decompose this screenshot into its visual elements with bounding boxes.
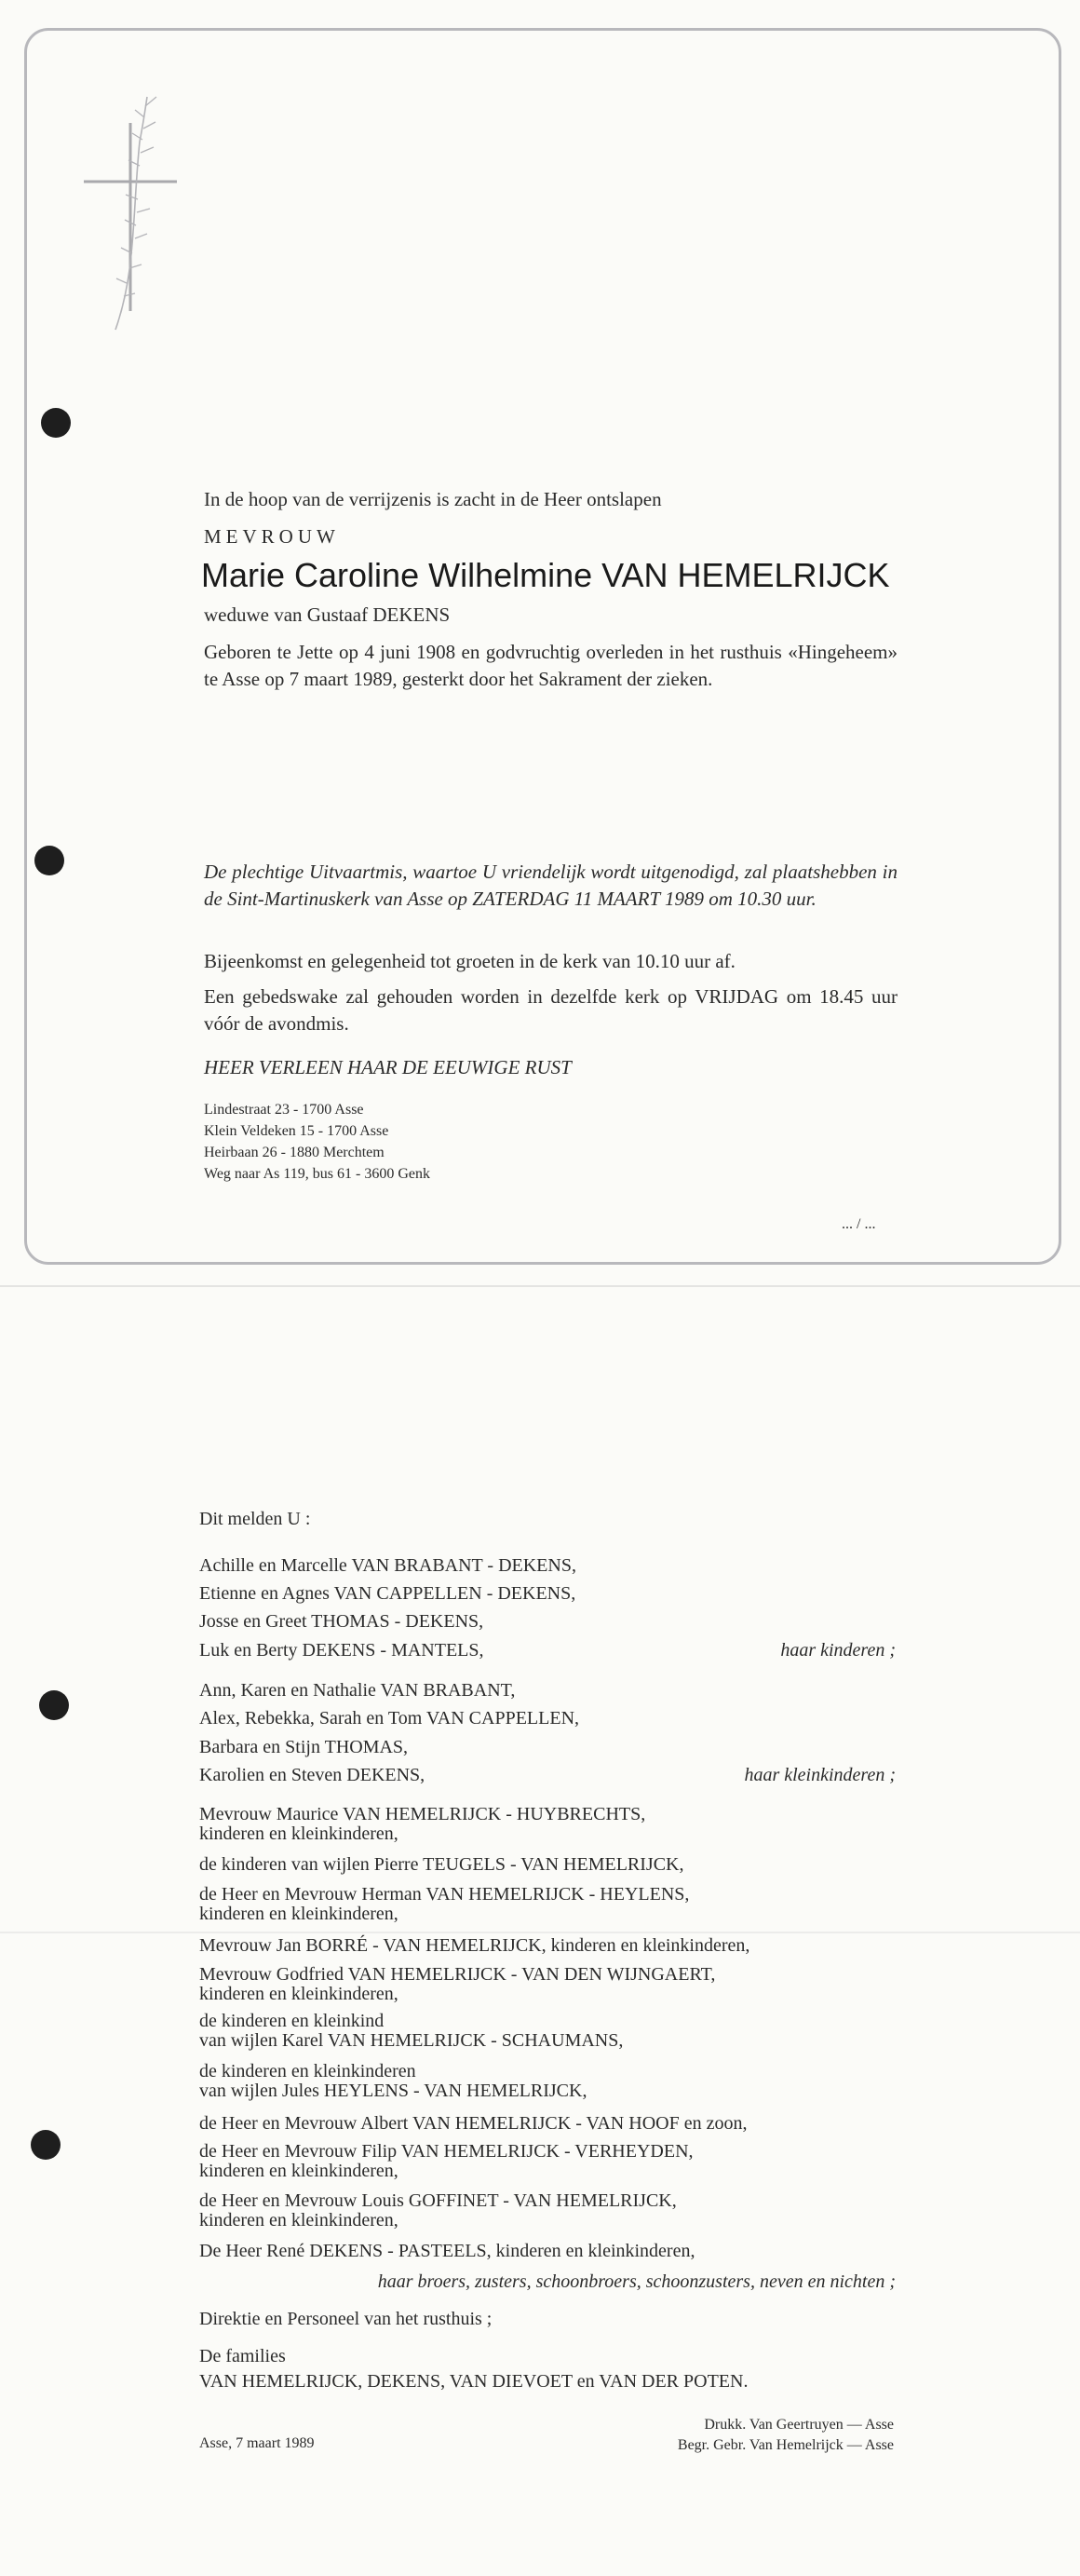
printer-credit: Drukk. Van Geertruyen — Asse [704, 2417, 894, 2433]
sibling-line: kinderen en kleinkinderen, [199, 2161, 398, 2181]
address-line: Klein Veldeken 15 - 1700 Asse [204, 1123, 389, 1139]
continued-marker: ... / ... [842, 1216, 876, 1232]
sibling-line: kinderen en kleinkinderen, [199, 1904, 398, 1924]
sibling-line: Mevrouw Godfried VAN HEMELRIJCK - VAN DEN WIJNGAERT, [199, 1964, 716, 1985]
punch-hole [39, 1690, 69, 1720]
families-intro: De families [199, 2346, 286, 2366]
address-line: Lindestraat 23 - 1700 Asse [204, 1102, 364, 1118]
prayer-line: HEER VERLEEN HAAR DE EEUWIGE RUST [204, 1056, 572, 1078]
sibling-line: kinderen en kleinkinderen, [199, 2210, 398, 2230]
funeral-paragraph: De plechtige Uitvaartmis, waartoe U vriendelijk wordt uitgenodigd, zal plaatshebben in de Sint-Martinuskerk van Asse op ZATERDAG 11 MAART 1989 om 10.30 uur. [204, 861, 898, 910]
grandchild-line: Alex, Rebekka, Sarah en Tom VAN CAPPELLEN, [199, 1708, 580, 1729]
paper-fold [0, 1285, 1080, 1287]
sibling-line: de kinderen en kleinkinderen [199, 2061, 416, 2081]
sibling-line: Mevrouw Jan BORRÉ - VAN HEMELRIJCK, kinderen en kleinkinderen, [199, 1935, 750, 1956]
sibling-line: De Heer René DEKENS - PASTEELS, kinderen en kleinkinderen, [199, 2241, 695, 2261]
undertaker-credit: Begr. Gebr. Van Hemelrijck — Asse [677, 2437, 894, 2453]
widow-of: weduwe van Gustaaf DEKENS [204, 603, 451, 626]
child-line: Josse en Greet THOMAS - DEKENS, [199, 1611, 484, 1632]
meeting-line: Bijeenkomst en gelegenheid tot groeten in de kerk van 10.10 uur af. [204, 950, 736, 972]
wake-paragraph: Een gebedswake zal gehouden worden in dezelfde kerk op VRIJDAG om 18.45 uur vóór de avondmis. [204, 985, 898, 1035]
sibling-line: de kinderen van wijlen Pierre TEUGELS - VAN HEMELRIJCK, [199, 1854, 684, 1875]
salutation: MEVROUW [204, 525, 340, 548]
address-line: Weg naar As 119, bus 61 - 3600 Genk [204, 1166, 430, 1182]
grandchildren-label: haar kleinkinderen ; [744, 1765, 896, 1785]
birth-paragraph: Geboren te Jette op 4 juni 1908 en godvruchtig overleden in het rusthuis «Hingeheem» te Asse op 7 maart 1989, gesterkt door het Sakrament der zieken. [204, 641, 898, 690]
sibling-line: van wijlen Karel VAN HEMELRIJCK - SCHAUMANS, [199, 2030, 624, 2051]
deceased-name: Marie Caroline Wilhelmine VAN HEMELRIJCK [201, 556, 890, 594]
staff-line: Direktie en Personeel van het rusthuis ; [199, 2309, 493, 2329]
sibling-line: de Heer en Mevrouw Filip VAN HEMELRIJCK - VERHEYDEN, [199, 2141, 694, 2162]
families-line: VAN HEMELRIJCK, DEKENS, VAN DIEVOET en VAN DER POTEN. [199, 2371, 749, 2392]
sibling-line: van wijlen Jules HEYLENS - VAN HEMELRIJCK, [199, 2081, 587, 2101]
grandchild-line: Karolien en Steven DEKENS, [199, 1765, 425, 1785]
address-line: Heirbaan 26 - 1880 Merchtem [204, 1145, 385, 1160]
siblings-label: haar broers, zusters, schoonbroers, schoonzusters, neven en nichten ; [377, 2271, 896, 2292]
child-line: Etienne en Agnes VAN CAPPELLEN - DEKENS, [199, 1583, 576, 1604]
intro-line: In de hoop van de verrijzenis is zacht in de Heer ontslapen [204, 488, 662, 510]
sibling-line: de Heer en Mevrouw Louis GOFFINET - VAN HEMELRIJCK, [199, 2190, 677, 2211]
place-date: Asse, 7 maart 1989 [199, 2435, 315, 2451]
sibling-line: de Heer en Mevrouw Albert VAN HEMELRIJCK - VAN HOOF en zoon, [199, 2113, 748, 2134]
sibling-line: de kinderen en kleinkind [199, 2011, 385, 2031]
sibling-line: kinderen en kleinkinderen, [199, 1824, 398, 1844]
grandchild-line: Barbara en Stijn THOMAS, [199, 1737, 409, 1757]
paper-fold [0, 1932, 1080, 1933]
punch-hole [31, 2130, 61, 2160]
child-line: Achille en Marcelle VAN BRABANT - DEKENS, [199, 1555, 576, 1576]
announce-line: Dit melden U : [199, 1509, 311, 1529]
child-line: Luk en Berty DEKENS - MANTELS, [199, 1640, 484, 1661]
grandchild-line: Ann, Karen en Nathalie VAN BRABANT, [199, 1680, 516, 1701]
children-label: haar kinderen ; [780, 1640, 896, 1661]
sibling-line: Mevrouw Maurice VAN HEMELRIJCK - HUYBRECHTS, [199, 1804, 646, 1824]
sibling-line: de Heer en Mevrouw Herman VAN HEMELRIJCK - HEYLENS, [199, 1884, 690, 1905]
cross-with-palm-icon [78, 86, 186, 337]
sibling-line: kinderen en kleinkinderen, [199, 1984, 398, 2004]
